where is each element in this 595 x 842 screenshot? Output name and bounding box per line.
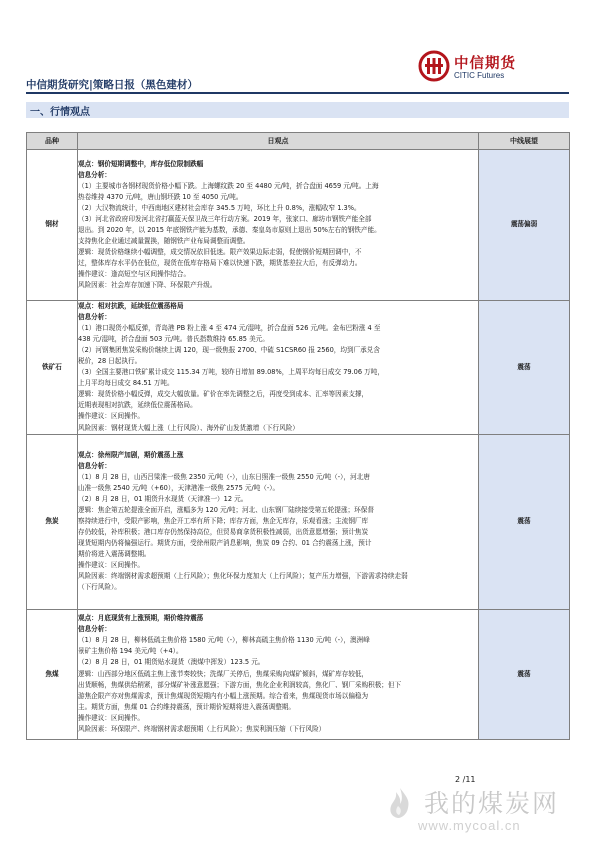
table-row	[27, 434, 570, 609]
view-line: 信息分析：	[78, 170, 111, 179]
view-line: 出货顺畅，焦煤供给稍紧，部分煤矿补涨意愿强；下游方面，焦化企业利润较高，焦化厂、钢厂采购积极；但下	[78, 680, 402, 689]
view-line: （3）河北省政府印发河北省打赢蓝天保卫战三年行动方案。2019 年，张家口、廊坊市钢铁产能全部	[78, 214, 372, 223]
view-line: （3）全国主要港口铁矿累计成交 115.34 万吨，较昨日增加 89.08%，上周平均每日成交 79.06 万吨，	[78, 368, 384, 377]
watermark-site-name: 我的煤炭网	[424, 789, 560, 818]
view-headline: 观点：月底现货有上涨预期，期价维持震荡	[78, 614, 204, 623]
category-cell: 焦煤	[27, 609, 78, 739]
report-header-title: 中信期货研究|策略日报（黑色建材）	[26, 79, 198, 91]
view-line: （1）8 月 28 日，山西吕梁准一级焦 2350 元/吨（-），山东日照准一级焦 2550 元/吨（-），河北唐	[78, 472, 370, 481]
view-line: 退出。到 2020 年，以 2015 年底钢铁产能为基数，承德、秦皇岛市原则上退出 50%左右的钢铁产能。	[78, 226, 381, 234]
view-line: 逻辑：现货价格小幅反弹，成交大幅放量。矿价在率先调整之后，再度受到成本、汇率等因素支撑，	[78, 390, 369, 399]
view-line: 操作建议：区间操作。	[78, 561, 144, 570]
view-line: 热卷维持 4370 元/吨，唐山钢坯跌 10 至 4050 元/吨。	[78, 192, 243, 201]
view-line: 税价，28 日起执行。	[78, 357, 142, 366]
daily-view-cell	[78, 609, 479, 739]
view-line: 察持续进行中，受限产影响，焦企开工率有所下降；库存方面，焦企无库存，乐观看涨；主流钢厂库	[78, 517, 369, 526]
outlook-cell: 震荡	[479, 609, 570, 739]
view-line: 风险因素：环保限产、终端钢材需求超预期（上行风险）；焦炭利润压缩（下行风险）	[78, 724, 326, 733]
section-title-bar	[26, 102, 569, 118]
category-cell: 铁矿石	[27, 301, 78, 435]
view-line: 信息分析：	[78, 625, 111, 634]
column-header-category: 品种	[27, 133, 78, 150]
view-line: 山准一级焦 2540 元/吨（+60），天津港准一级焦 2575 元/吨（-）。	[78, 483, 280, 492]
view-line: （1）8 月 28 日，柳林低硫主焦价格 1580 元/吨（-），柳林高硫主焦价格 1130 元/吨（-），澳洲峰	[78, 636, 370, 645]
view-headline: 观点：徐州限产加剧，期价震荡上涨	[78, 450, 184, 459]
table-row	[27, 609, 570, 739]
header-divider	[26, 92, 569, 94]
view-line: （2）8 月 28 日，01 期货贴水现货（澳煤中挥发）123.5 元。	[78, 658, 265, 667]
view-line: 过，整体库存水平仍在低位，现货在低库存格局下难以快速下跌，期货基差拉大后，有反弹动力。	[78, 259, 362, 268]
view-headline: 观点：相对抗跌，延续低位震荡格局	[78, 302, 184, 310]
view-line: 上月平均每日成交 84.51 万吨。	[78, 379, 174, 388]
logo-chinese-name: 中信期货	[454, 56, 516, 72]
flame-logo-icon	[380, 784, 420, 824]
view-line: 存仍较低，补库积极；港口库存仍然保持高位，但贸易商拿货积极性减弱，出货意愿增强；预计焦炭	[78, 528, 369, 537]
category-cell: 焦炭	[27, 434, 78, 609]
daily-view-cell	[78, 150, 479, 301]
watermark-url: www.mycoal.cn	[418, 818, 521, 833]
view-line: 支持焦化企业通过减量置换，随钢铁产业布局调整而调整。	[78, 237, 250, 246]
view-line: 逻辑：焦企第五轮提涨全面开启，涨幅多为 120 元/吨；河北、山东钢厂陆续接受第五轮提涨；环保督	[78, 505, 374, 514]
view-line: 风险因素：终端钢材需求超预期（上行风险）；焦化环保力度加大（上行风险）；复产压力增强，下游需求持续走弱	[78, 572, 408, 581]
category-cell: 钢材	[27, 150, 78, 301]
view-line: （2）河钢集团焦炭采购价继续上调 120，现一级焦报 2700、中硫 S1CSR60 报 2560，均到厂承兑含	[78, 346, 380, 355]
view-line: （下行风险）。	[78, 583, 121, 592]
view-line: 近期表现相对抗跌，延续低位震荡格局。	[78, 401, 197, 410]
view-line: 操作建议：逢高短空与区间操作结合。	[78, 270, 191, 279]
view-line: 操作建议：区间操作。	[78, 713, 144, 722]
outlook-cell: 震荡	[479, 301, 570, 435]
view-line: 现货短期内仍将偏强运行。期货方面，受徐州限产消息影响，焦炭 09 合约、01 合约震荡上涨，预计	[78, 539, 372, 548]
outlook-cell: 震荡	[479, 434, 570, 609]
table-header-row	[27, 133, 570, 150]
view-line: （1）主要城市各钢材现货价格小幅下跌。上海螺纹跌 20 至 4480 元/吨，折合盘面 4659 元/吨。上海	[78, 181, 379, 190]
table-row	[27, 301, 570, 435]
market-view-table	[26, 132, 570, 740]
view-line: 438 元/湿吨，折合盘面 503 元/吨。普氏指数维持 65.85 美元。	[78, 335, 269, 344]
view-line: 游焦企限产亦对焦煤需求，预计焦煤现货短期内有小幅上涨预期。综合看来，焦煤现货市场以偏稳为	[78, 691, 369, 700]
view-line: 操作建议：区间操作。	[78, 412, 144, 421]
view-line: （1）港口现货小幅反弹，青岛港 PB 粉上涨 4 至 474 元/湿吨，折合盘面 526 元/吨。金布巴粉涨 4 至	[78, 324, 381, 333]
view-line: （2）大汉物流统计，中西南地区建材社会库存 345.5 万吨，环比上升 0.8%，涨幅收窄 1.3%。	[78, 203, 361, 212]
page-number: 2 /11	[455, 775, 476, 784]
view-line: 信息分析：	[78, 313, 111, 322]
outlook-cell: 震荡偏弱	[479, 150, 570, 301]
view-line: 主。期货方面，焦煤 01 合约维持震荡，预计期价短期将进入震荡调整期。	[78, 702, 295, 711]
view-line: 逻辑：山西部分地区低硫主焦上涨节奏较快；洗煤厂关停后，焦煤采购向煤矿倾斜，煤矿库存较低，	[78, 669, 369, 678]
view-line: 信息分析：	[78, 461, 111, 470]
watermark	[380, 782, 580, 838]
logo-english-name: CITIC Futures	[454, 71, 505, 80]
daily-view-cell	[78, 434, 479, 609]
daily-view-cell	[78, 301, 479, 435]
citic-futures-logo	[418, 50, 558, 86]
column-header-outlook: 中线展望	[479, 133, 570, 150]
table-row	[27, 150, 570, 301]
column-header-daily-view: 日观点	[78, 133, 479, 150]
view-line: 期价将进入震荡调整期。	[78, 550, 151, 559]
section-title: 一、行情观点	[30, 107, 90, 118]
view-line: 逻辑：现货价格继续小幅调整，成交情况依旧低迷。限产效果边际走弱，促使钢价短期回调中，不	[78, 248, 362, 257]
view-line: 风险因素：钢材现货大幅上涨（上行风险）、海外矿山发货激增（下行风险）	[78, 423, 299, 432]
view-line: 风险因素：社会库存加速下降、环保限产升级。	[78, 281, 217, 290]
view-headline: 观点：钢价短期调整中，库存低位限制跌幅	[78, 159, 204, 168]
view-line: （2）8 月 28 日，01 期货升水现货（天津准一）12 元。	[78, 494, 248, 503]
citic-logo-icon	[418, 50, 450, 82]
view-line: 景矿主焦价格 194 美元/吨（+4）。	[78, 647, 183, 656]
